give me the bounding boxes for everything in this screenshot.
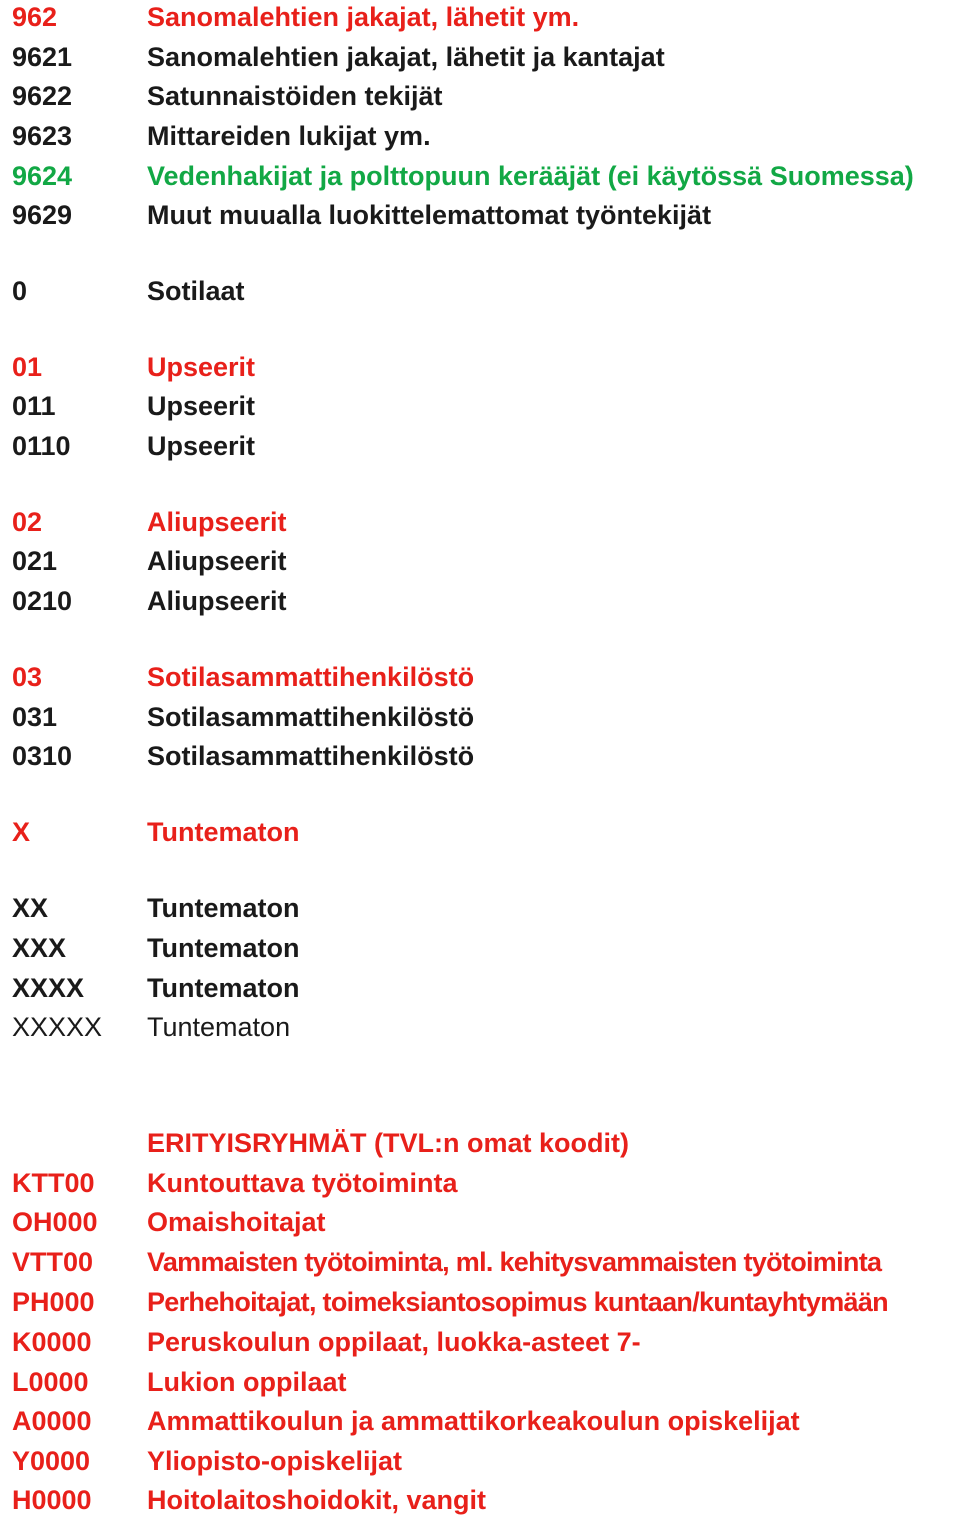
row-code: 9622 [12, 81, 73, 111]
row-code: 03 [12, 662, 43, 692]
code-row [0, 1009, 960, 1045]
row-label: Sotilasammattihenkilöstö [147, 662, 475, 692]
code-row [0, 890, 960, 926]
code-row [0, 1165, 960, 1201]
row-code: 9621 [12, 42, 73, 72]
row-label: Upseerit [147, 352, 256, 382]
row-label: Vammaisten työtoiminta, ml. kehitysvammaisten työtoiminta [147, 1247, 882, 1277]
row-label: Sotilaat [147, 276, 245, 306]
code-row [0, 0, 960, 35]
row-code: 0 [12, 276, 28, 306]
code-row [0, 504, 960, 540]
row-code: XXX [12, 933, 67, 963]
row-label: Tuntematon [147, 817, 300, 847]
code-row [0, 1482, 960, 1518]
code-row [0, 1364, 960, 1400]
code-row [0, 197, 960, 233]
row-code: XX [12, 893, 49, 923]
code-row [0, 1204, 960, 1240]
row-label: Aliupseerit [147, 507, 287, 537]
code-row [0, 78, 960, 114]
code-row [0, 428, 960, 464]
code-row [0, 659, 960, 695]
row-label: Perhehoitajat, toimeksiantosopimus kuntaan/kuntayhtymään [147, 1287, 888, 1317]
code-row [0, 738, 960, 774]
row-label: Lukion oppilaat [147, 1367, 347, 1397]
code-row [0, 349, 960, 385]
row-code: PH000 [12, 1287, 95, 1317]
code-row [0, 543, 960, 579]
row-label: Peruskoulun oppilaat, luokka-asteet 7- [147, 1327, 641, 1357]
code-row [0, 1125, 960, 1161]
row-code: 021 [12, 546, 58, 576]
row-label: Sotilasammattihenkilöstö [147, 702, 475, 732]
row-code: 01 [12, 352, 43, 382]
code-row [0, 1284, 960, 1320]
row-code: XXXX [12, 973, 85, 1003]
row-label: Hoitolaitoshoidokit, vangit [147, 1485, 486, 1515]
row-label: Vedenhakijat ja polttopuun kerääjät (ei käytössä Suomessa) [147, 161, 914, 191]
row-code: X [12, 817, 31, 847]
code-row [0, 699, 960, 735]
row-code: 0210 [12, 586, 73, 616]
row-code: 0310 [12, 741, 73, 771]
row-label: Sanomalehtien jakajat, lähetit ja kantajat [147, 42, 665, 72]
code-row [0, 930, 960, 966]
row-label: Muut muualla luokittelemattomat työntekijät [147, 200, 712, 230]
row-label: Tuntematon [147, 1012, 291, 1042]
row-label: ERITYISRYHMÄT (TVL:n omat koodit) [147, 1128, 629, 1158]
code-row [0, 39, 960, 75]
code-row [0, 970, 960, 1006]
row-label: Upseerit [147, 391, 256, 421]
row-label: Mittareiden lukijat ym. [147, 121, 431, 151]
row-label: Aliupseerit [147, 586, 287, 616]
row-code: K0000 [12, 1327, 92, 1357]
row-label: Sanomalehtien jakajat, lähetit ym. [147, 2, 580, 32]
row-label: Omaishoitajat [147, 1207, 326, 1237]
row-code: Y0000 [12, 1446, 91, 1476]
code-row [0, 814, 960, 850]
row-code: 9623 [12, 121, 73, 151]
row-code: 9624 [12, 161, 73, 191]
row-code: 962 [12, 2, 58, 32]
row-label: Kuntouttava työtoiminta [147, 1168, 458, 1198]
row-code: XXXXX [12, 1012, 103, 1042]
code-row [0, 158, 960, 194]
row-label: Ammattikoulun ja ammattikorkeakoulun opiskelijat [147, 1406, 800, 1436]
row-code: 02 [12, 507, 43, 537]
code-row [0, 1403, 960, 1439]
code-row [0, 273, 960, 309]
row-code: 9629 [12, 200, 73, 230]
code-row [0, 583, 960, 619]
row-code: 031 [12, 702, 58, 732]
code-row [0, 1244, 960, 1280]
row-code: H0000 [12, 1485, 92, 1515]
row-code: A0000 [12, 1406, 92, 1436]
code-row [0, 388, 960, 424]
row-code: KTT00 [12, 1168, 95, 1198]
code-row [0, 118, 960, 154]
row-label: Sotilasammattihenkilöstö [147, 741, 475, 771]
row-label: Tuntematon [147, 933, 300, 963]
row-code: 0110 [12, 431, 71, 461]
row-label: Tuntematon [147, 893, 300, 923]
row-label: Satunnaistöiden tekijät [147, 81, 443, 111]
row-label: Upseerit [147, 431, 256, 461]
row-code: OH000 [12, 1207, 98, 1237]
row-code: 011 [12, 391, 56, 421]
code-row [0, 1324, 960, 1360]
row-label: Aliupseerit [147, 546, 287, 576]
row-code: L0000 [12, 1367, 89, 1397]
row-code: VTT00 [12, 1247, 94, 1277]
row-label: Tuntematon [147, 973, 300, 1003]
row-label: Yliopisto-opiskelijat [147, 1446, 403, 1476]
code-row [0, 1443, 960, 1479]
